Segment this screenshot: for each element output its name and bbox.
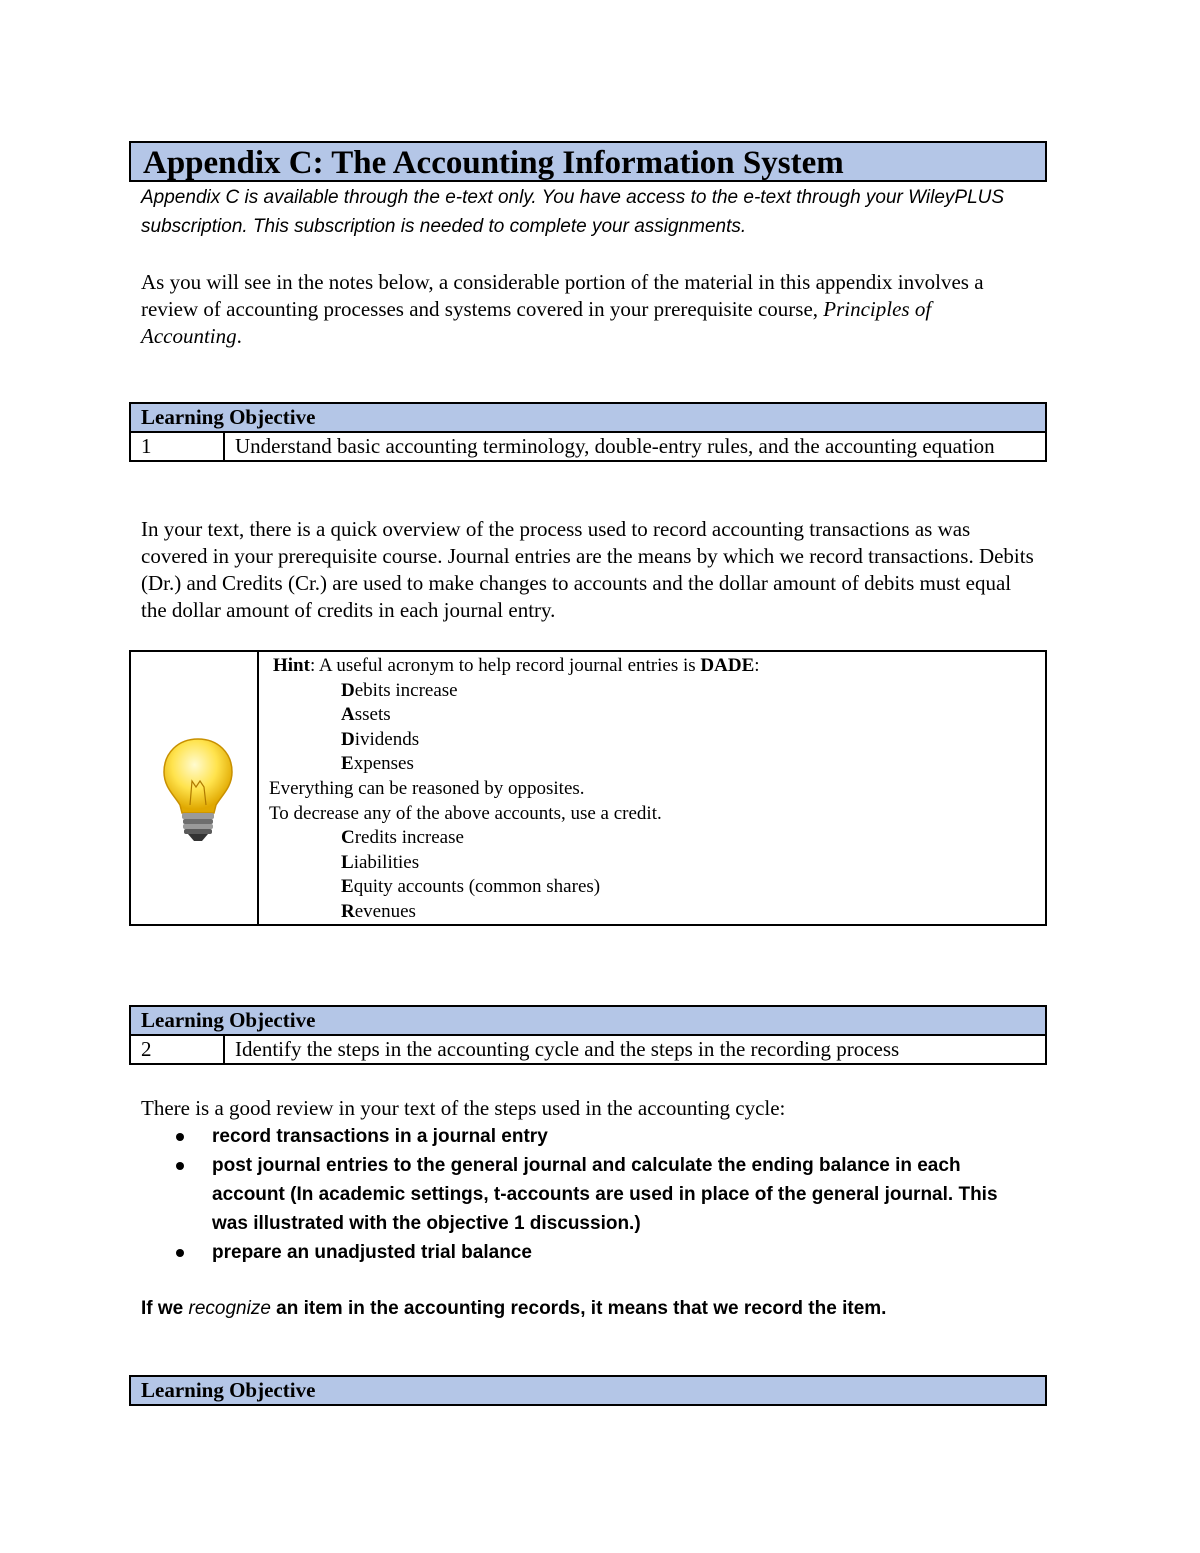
learning-objective-row <box>131 433 1045 460</box>
recognize-emphasis: recognize <box>188 1298 271 1319</box>
hint-intro-line: Hint: A useful acronym to help record journal entries is DADE: <box>273 655 760 676</box>
objective-number: 2 <box>131 1036 225 1063</box>
objective-text: Identify the steps in the accounting cycle and the steps in the recording process <box>235 1037 900 1061</box>
hint-debit-item: Dividends <box>341 728 420 750</box>
objective-number: 1 <box>131 433 225 460</box>
learning-objective-header: Learning Objective <box>131 1377 1045 1404</box>
list-item: record transactions in a journal entry <box>129 1122 1047 1151</box>
bullet-icon <box>176 1162 184 1170</box>
learning-objective-header: Learning Objective <box>131 1007 1045 1036</box>
list-item: prepare an unadjusted trial balance <box>129 1238 1047 1267</box>
appendix-title: Appendix C: The Accounting Information System <box>129 141 1047 182</box>
cycle-steps-list <box>129 1122 1047 1267</box>
cycle-intro: There is a good review in your text of the steps used in the accounting cycle: <box>141 1096 786 1120</box>
hint-debit-item: Assets <box>341 704 391 726</box>
bullet-icon <box>176 1249 184 1257</box>
learning-objective-header: Learning Objective <box>131 404 1045 433</box>
hint-credit-item: Liabilities <box>341 851 420 873</box>
hint-credit-item: Revenues <box>341 900 416 922</box>
overview-paragraph: In your text, there is a quick overview of the process used to record accounting transactions as was covered in your prerequisite course. Journal entries are the means by which we record transactions. Debits (Dr.) and Credits (Cr.) are used to make changes to accounts and the dollar amount of debits must equal the dollar amount of credits in each journal entry. <box>141 517 1034 622</box>
hint-debit-item: Debits increase <box>341 679 458 701</box>
hint-debit-item: Expenses <box>341 753 414 775</box>
lightbulb-icon <box>158 735 238 845</box>
hint-decrease-line: To decrease any of the above accounts, use a credit. <box>269 802 662 824</box>
hint-icon-cell <box>131 652 259 924</box>
hint-credit-item: Equity accounts (common shares) <box>341 876 601 898</box>
intro-note: Appendix C is available through the e-text only. You have access to the e-text through your WileyPLUS subscription. This subscription is needed to complete your assignments. <box>141 187 1005 237</box>
learning-objective-1-table <box>129 402 1047 462</box>
dade-acronym: DADE <box>700 655 755 676</box>
hint-credit-item: Credits increase <box>341 827 464 849</box>
learning-objective-2-table <box>129 1005 1047 1065</box>
learning-objective-3-table <box>129 1375 1047 1406</box>
list-item: post journal entries to the general journal and calculate the ending balance in each account (In academic settings, t-accounts are used in place of the general journal. This was illustrated with the objective 1 discussion.) <box>129 1151 1047 1238</box>
course-name: Principles of Accounting <box>141 297 932 348</box>
objective-text: Understand basic accounting terminology, double-entry rules, and the accounting equation <box>235 434 995 458</box>
hint-opposites-line: Everything can be reasoned by opposites. <box>269 777 585 799</box>
intro-paragraph: As you will see in the notes below, a considerable portion of the material in this appendix involves a review of accounting processes and systems covered in your prerequisite course, Principles of Accounting. <box>141 270 984 348</box>
learning-objective-row <box>131 1036 1045 1063</box>
document-page <box>129 141 1047 1402</box>
bullet-icon <box>176 1133 184 1141</box>
hint-box <box>129 650 1047 926</box>
recognize-note: If we recognize an item in the accounting records, it means that we record the item. <box>141 1298 887 1319</box>
hint-content <box>259 652 1045 924</box>
